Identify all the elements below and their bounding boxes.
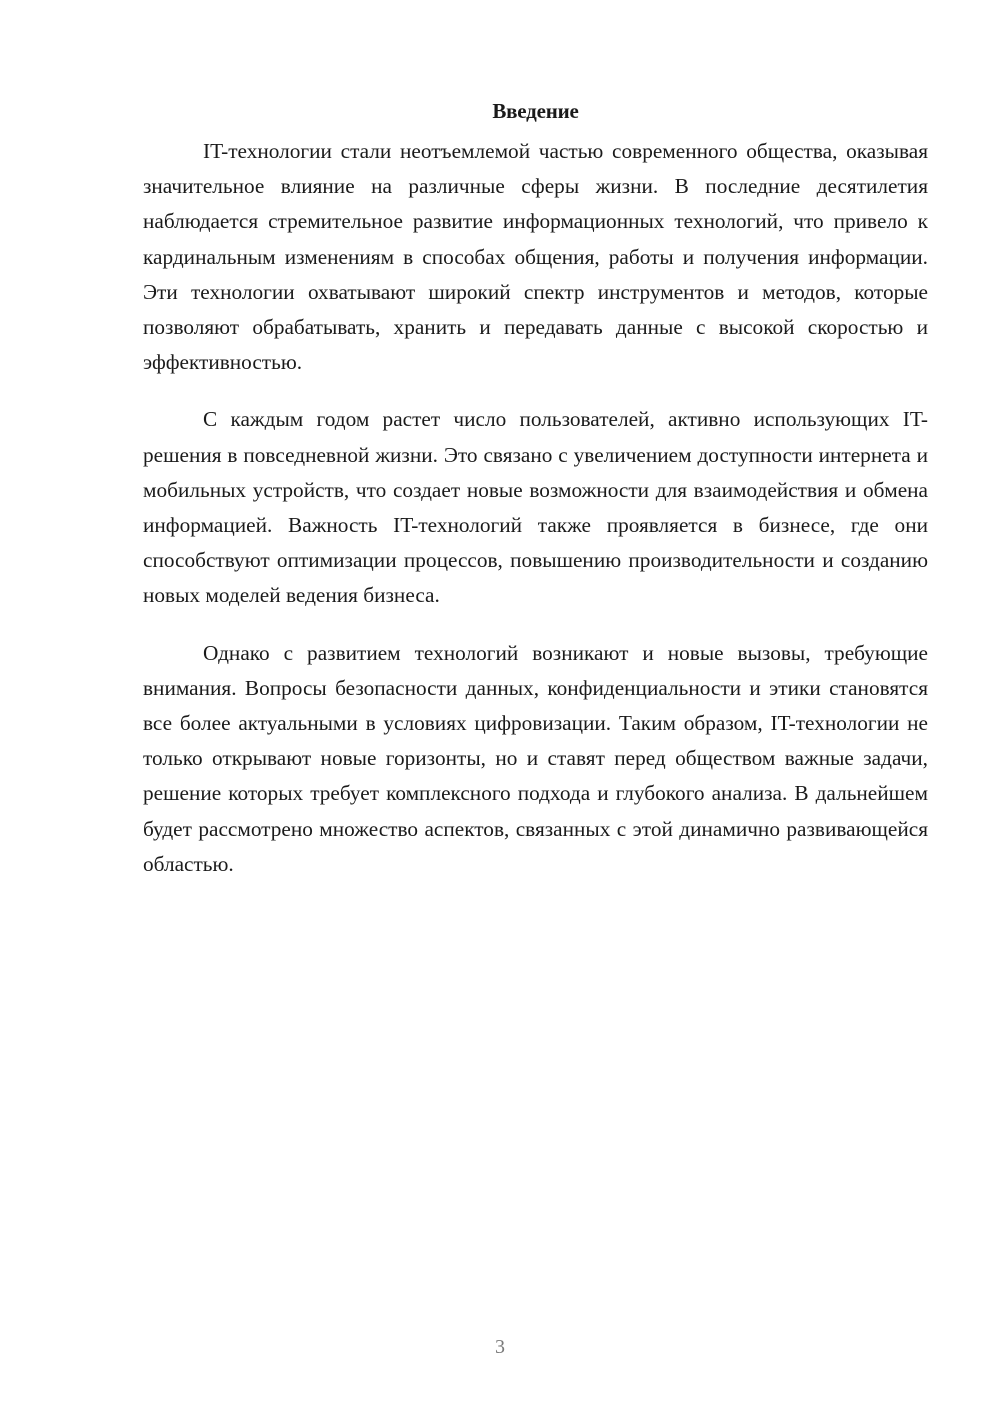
paragraph-1: IT-технологии стали неотъемлемой частью современного общества, оказывая значительное влияние на различные сферы жизни. В последние десятилетия наблюдается стремительное развитие информационных технологий, что привело к кардинальным изменениям в способах общения, работы и получения информации. Эти технологии охватывают широкий спектр инструментов и методов, которые позволяют обрабатывать, хранить и передавать данные с высокой скоростью и эффективностью. [143, 139, 928, 375]
page-number: 3 [495, 1336, 505, 1358]
paragraph-3: Однако с развитием технологий возникают и новые вызовы, требующие внимания. Вопросы безопасности данных, конфиденциальности и этики становятся все более актуальными в условиях цифровизации. Таким образом, IT-технологии не только открывают новые горизонты, но и ставят перед обществом важные задачи, решение которых требует комплексного подхода и глубокого анализа. В дальнейшем будет рассмотрено множество аспектов, связанных с этой динамично развивающейся областью. [143, 640, 928, 876]
paragraph-2: С каждым годом растет число пользователей, активно использующих IT-решения в повседневной жизни. Это связано с увеличением доступности интернета и мобильных устройств, что создает новые возможности для взаимодействия и обмена информацией. Важность IT-технологий также проявляется в бизнесе, где они способствуют оптимизации процессов, повышению производительности и созданию новых моделей ведения бизнеса. [143, 407, 928, 608]
section-title: Введение [492, 99, 579, 123]
page-content [143, 96, 928, 904]
